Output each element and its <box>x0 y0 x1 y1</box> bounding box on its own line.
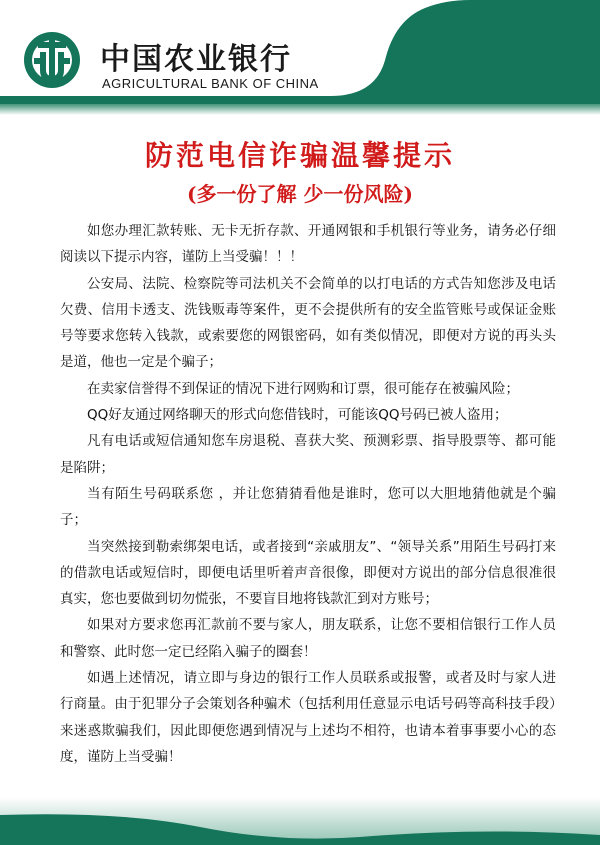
notice-body <box>60 218 556 770</box>
bank-name-chinese: 中国农业银行 <box>100 42 292 77</box>
bank-logo <box>22 30 82 90</box>
notice-subtitle: (多一份了解 少一份风险) <box>187 182 413 206</box>
notice-title: 防范电信诈骗温馨提示 <box>144 139 455 172</box>
notice-paragraph: 如您办理汇款转账、无卡无折存款、开通网银和手机银行等业务，请务必仔细阅读以下提示内容，谨防上当受骗！！！ <box>60 223 556 266</box>
notice-paragraph: 凡有电话或短信通知您车房退税、喜获大奖、预测彩票、指导股票等、都可能是陷阱； <box>60 433 556 476</box>
notice-paragraph: 当突然接到勒索绑架电话，或者接到“亲戚朋友”、“领导关系”用陌生号码打来的借款电话或短信时，即便电话里听着声音很像，即便对方说出的部分信息很准很真实，您也要做到切勿慌张，不要盲目地将钱款汇到对方账号； <box>60 538 556 608</box>
notice-paragraph: 公安局、法院、检察院等司法机关不会简单的以打电话的方式告知您涉及电话欠费、信用卡透支、洗钱贩毒等案件，更不会提供所有的安全监管账号或保证金账号等要求您转入钱款，或索要您的网银密码，如有类似情况，即便对方说的再头头是道，他也一定是个骗子； <box>60 275 556 371</box>
notice-paragraph: 在卖家信誉得不到保证的情况下进行网购和订票，很可能存在被骗风险； <box>87 380 519 397</box>
notice-paragraph: QQ好友通过网络聊天的形式向您借钱时，可能该QQ号码已被人盗用； <box>87 407 508 424</box>
notice-paragraph: 如遇上述情况，请立即与身边的银行工作人员联系或报警，或者及时与家人进行商量。由于犯罪分子会策划各种骗术（包括利用任意显示电话号码等高科技手段）来迷惑欺骗我们，因此即便您遇到情况与上述均不相符，也请本着事事要小心的态度，谨防上当受骗！ <box>60 670 556 765</box>
notice-paragraph: 当有陌生号码联系您 ，并让您猜猜看他是谁时，您可以大胆地猜他就是个骗子； <box>60 485 556 529</box>
bank-name-english: AGRICULTURAL BANK OF CHINA <box>102 76 319 91</box>
footer-background <box>0 797 600 845</box>
header-background <box>0 0 600 115</box>
notice-paragraph: 如果对方要求您再汇款前不要与家人，朋友联系，让您不要相信银行工作人员和警察、此时您一定已经陷入骗子的圈套！ <box>60 617 556 660</box>
abc-wheat-coin-icon <box>22 30 82 90</box>
